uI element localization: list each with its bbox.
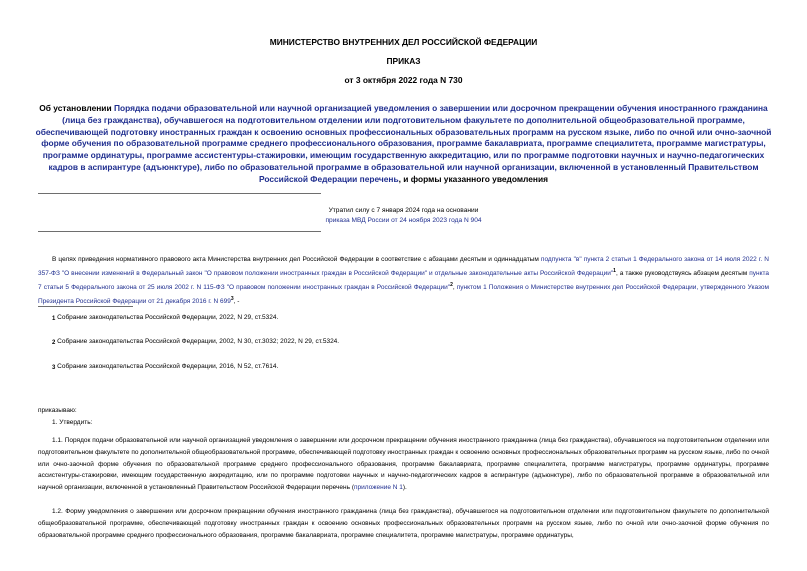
document-title	[30, 103, 777, 186]
divider-bottom	[38, 231, 321, 232]
divider-top	[38, 193, 321, 194]
item-1-2: 1.2. Форму уведомления о завершении или досрочном прекращении обучения иностранного гражданина (лица без гражданства), обучавшегося на подготовительном отделении или подготовительном факультете по дополнительной общеобразовательной программе, обеспечивающей подготовку иностранных граждан к освоению основных профессиональных образовательных программ на русском языке, либо по очной или очно-заочной форме обучения по образовательной программе среднего профессионального образования, программе бакалавриата, программе специалитета, программе магистратуры, программе ординатуры,	[38, 508, 769, 539]
ministry-heading: МИНИСТЕРСТВО ВНУТРЕННИХ ДЕЛ РОССИЙСКОЙ ФЕДЕРАЦИИ	[269, 37, 538, 47]
status-note-line1: Утратил силу с 7 января 2024 года на основании	[328, 207, 479, 214]
footnote-ref-1[interactable]: 1	[613, 267, 616, 274]
title-prefix: Об установлении	[39, 103, 114, 113]
footnote-1: 1 Собрание законодательства Российской Федерации, 2022, N 29, ст.5324.	[52, 314, 279, 322]
footnote-3: 3 Собрание законодательства Российской Федерации, 2016, N 52, ст.7614.	[52, 363, 279, 371]
footnote-ref-2[interactable]: 2	[450, 281, 453, 288]
footnote-ref-3[interactable]: 3	[230, 295, 234, 302]
footnote-2: 2 Собрание законодательства Российской Федерации, 2002, N 30, ст.3032; 2022, N 29, ст.5324.	[52, 338, 340, 346]
title-suffix: , и формы указанного уведомления	[398, 173, 549, 184]
decree-699-link[interactable]: пунктом 1 Положения о Министерстве внутренних дел Российской Федерации, утвержденного Указом Президента Российской Федерации от 21 декабря 2016 г. N 699	[38, 283, 769, 305]
item-1: 1. Утвердить:	[52, 419, 93, 426]
appendix-1-link[interactable]: приложение N 1	[353, 484, 403, 492]
preamble-paragraph: В целях приведения нормативного правового акта Министерства внутренних дел Российской Федерации в соответствие с абзацами десятым и одиннадцатым подпункта "в" пункта 2 статьи 1 Федерального закона от 14 июля 2022 г. N 357-ФЗ "О внесении изменений в Федеральный закон "О правовом положении иностранных граждан в Российской Федерации" и отдельные законодательные акты Российской Федерации"$^1$, а также руководствуясь абзацем десятым пункта 7 статьи 5 Федерального закона от 25 июля 2002 г. N 115-ФЗ "О правовом положении иностранных граждан в Российской Федерации"$^2$, пунктом 1 Положения о Министерстве внутренних дел Российской Федерации, утвержденного Указом Президента Российской Федерации от 21 декабря 2016 г. N $699^3$, -	[38, 256, 769, 305]
title-order-link[interactable]: Порядка подачи образовательной или научной организацией уведомления о завершении или досрочном прекращении обучения иностранного гражданина (лица без гражданства), обучавшегося на подготовительном отделении или подготовительном факультете по дополнительной общеобразовательной программе, обеспечивающей подготовку иностранных граждан к освоению основных профессиональных образовательных программ на русском языке, либо по очной или очно-заочной форме обучения по образовательной программе среднего профессионального образования, программе бакалавриата, программе специалитета, программе магистратуры, программе ординатуры, программе ассистентуры-стажировки, имеющим государственную аккредитацию, или по программе подготовки научных и научно-педагогических кадров в аспирантуре (адъюнктуре), либо по образовательной программе в образовательной или научной организации, включенной в установленный Правительством Российской Федерации перечень	[35, 103, 772, 184]
item-1-1: 1.1. Порядок подачи образовательной или научной организацией уведомления о завершении или досрочном прекращении обучения иностранного гражданина (лица без гражданства), обучавшегося на подготовительном отделении или подготовительном факультете по дополнительной общеобразовательной программе, обеспечивающей подготовку иностранных граждан к освоению основных профессиональных образовательных программ на русском языке, либо по очной или очно-заочной форме обучения по образовательной программе среднего профессионального образования, программе бакалавриата, программе специалитета, программе магистратуры, программе ординатуры, программе ассистентуры-стажировки, имеющим государственную аккредитацию, или по программе подготовки научных и научно-педагогических кадров в аспирантуре (адъюнктуре), либо по образовательной программе в образовательной или научной организации, включенной в установленный Правительством Российской Федерации перечень (приложение N 1).	[38, 437, 769, 492]
footnote-divider	[38, 306, 133, 307]
law-115-link[interactable]: пункта 7 статьи 5 Федерального закона от 25 июля 2002 г. N 115-ФЗ "О правовом положении иностранных граждан в Российской Федерации"	[38, 269, 769, 291]
order-word: приказываю:	[38, 407, 77, 414]
repeal-order-link[interactable]: приказа МВД России от 24 ноября 2023 года N 904	[325, 217, 482, 224]
law-357-link[interactable]: подпункта "в" пункта 2 статьи 1 Федерального закона от 14 июля 2022 г. N 357-ФЗ "О внесении изменений в Федеральный закон "О правовом положении иностранных граждан в Российской Федерации" и отдельные законодательные акты Российской Федерации"	[38, 256, 769, 277]
doc-date-number: от 3 октября 2022 года N 730	[344, 75, 463, 85]
doc-type-heading: ПРИКАЗ	[386, 56, 421, 66]
